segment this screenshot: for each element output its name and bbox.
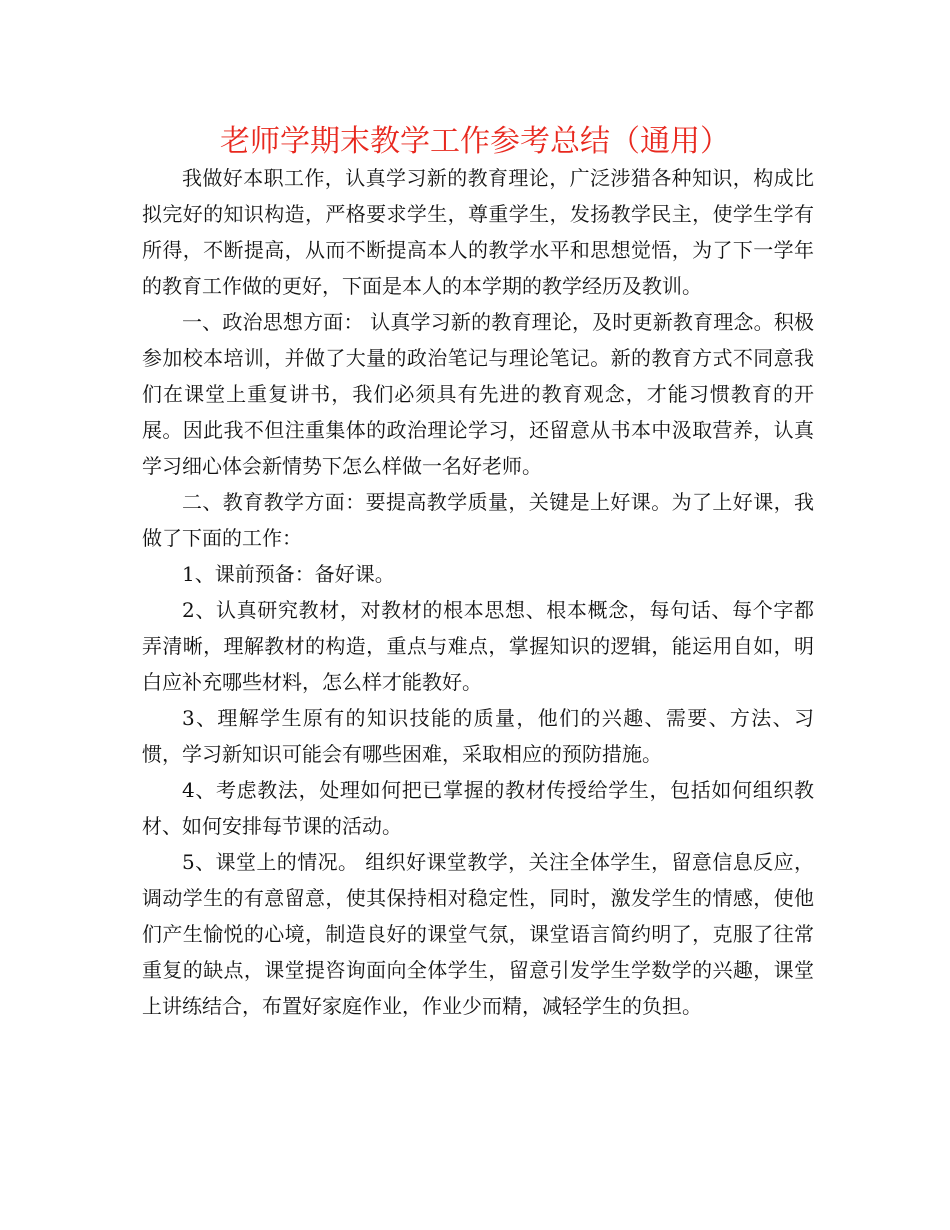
document-body (142, 160, 814, 1024)
paragraph-intro: 我做好本职工作，认真学习新的教育理论，广泛涉猎各种知识，构成比拟完好的知识构造，严格要求学生，尊重学生，发扬教学民主，使学生学有所得，不断提高，从而不断提高本人的教学水平和思想觉悟，为了下一学年的教育工作做的更好，下面是本人的本学期的教学经历及教训。 (142, 166, 814, 298)
paragraph-item-3: 3、理解学生原有的知识技能的质量，他们的兴趣、需要、方法、习惯，学习新知识可能会有哪些困难，采取相应的预防措施。 (142, 706, 814, 766)
paragraph-item-2: 2、认真研究教材，对教材的根本思想、根本概念，每句话、每个字都弄清晰，理解教材的构造，重点与难点，掌握知识的逻辑，能运用自如，明白应补充哪些材料，怎么样才能教好。 (142, 598, 814, 694)
paragraph-item-1: 1、课前预备：备好课。 (182, 562, 395, 586)
paragraph-political: 一、政治思想方面： 认真学习新的教育理论，及时更新教育理念。积极参加校本培训，并做了大量的政治笔记与理论笔记。新的教育方式不同意我们在课堂上重复讲书，我们必须具有先进的教育观念，才能习惯教育的开展。因此我不但注重集体的政治理论学习，还留意从书本中汲取营养，认真学习细心体会新情势下怎么样做一名好老师。 (142, 310, 814, 478)
paragraph-item-5: 5、课堂上的情况。 组织好课堂教学，关注全体学生，留意信息反应，调动学生的有意留意，使其保持相对稳定性，同时，激发学生的情感，使他们产生愉悦的心境，制造良好的课堂气氛，课堂语言简约明了，克服了往常重复的缺点，课堂提咨询面向全体学生，留意引发学生学数学的兴趣，课堂上讲练结合，布置好家庭作业，作业少而精，减轻学生的负担。 (142, 850, 814, 1018)
paragraph-teaching: 二、教育教学方面：要提高教学质量，关键是上好课。为了上好课，我做了下面的工作： (142, 490, 814, 550)
paragraph-item-4: 4、考虑教法，处理如何把已掌握的教材传授给学生，包括如何组织教材、如何安排每节课的活动。 (142, 778, 814, 838)
document-title: 老师学期末教学工作参考总结（通用） (220, 124, 730, 159)
